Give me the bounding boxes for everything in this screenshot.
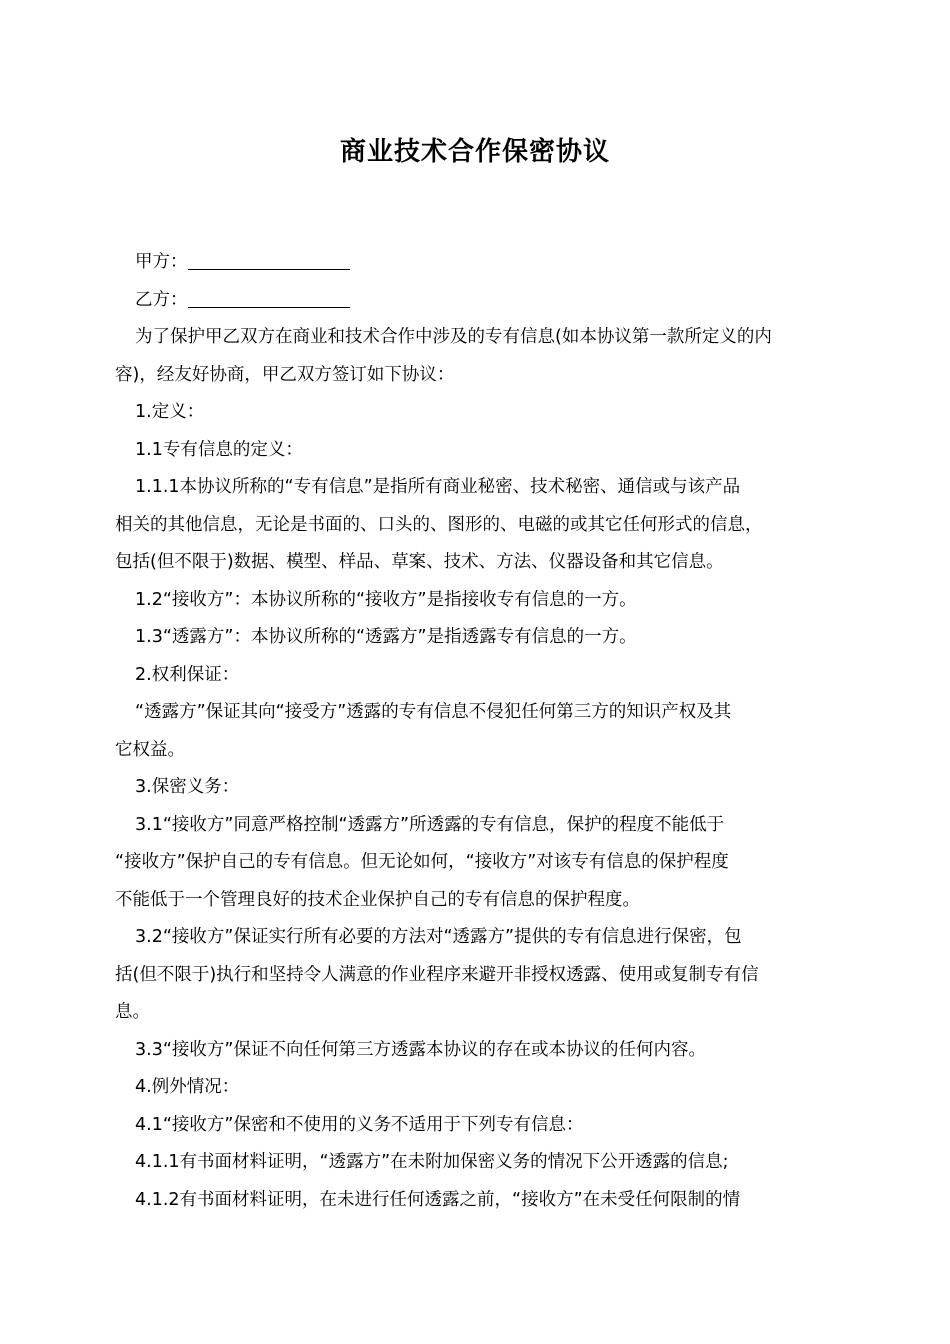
body-line: 1.1.1本协议所称的“专有信息”是指所有商业秘密、技术秘密、通信或与该产品 <box>135 477 741 497</box>
page-title: 商业技术合作保密协议 <box>339 137 610 167</box>
body-line: 4.1.1有书面材料证明，“透露方”在未附加保密义务的情况下公开透露的信息; <box>135 1152 729 1172</box>
body-line: 息。 <box>115 1002 150 1022</box>
body-line: 包括(但不限于)数据、模型、样品、草案、技术、方法、仪器设备和其它信息。 <box>115 552 724 572</box>
body-line: 它权益。 <box>115 739 185 760</box>
body-line: 4.1.2有书面材料证明，在未进行任何透露之前，“接收方”在未受任何限制的情 <box>135 1189 741 1210</box>
party-a-blank[interactable] <box>188 252 350 271</box>
body-line: 3.3“接收方”保证不向任何第三方透露本协议的存在或本协议的任何内容。 <box>135 1039 706 1060</box>
body-line: 括(但不限于)执行和坚持令人满意的作业程序来避开非授权透露、使用或复制专有信 <box>115 964 759 985</box>
subsection-heading: 1.1专有信息的定义： <box>135 439 303 460</box>
body-line: 3.2“接收方”保证实行所有必要的方法对“透露方”提供的专有信息进行保密，包 <box>135 927 742 947</box>
section-heading: 2.权利保证： <box>135 664 240 685</box>
body-line: “接收方”保护自己的专有信息。但无论如何，“接收方”对该专有信息的保护程度 <box>115 852 729 872</box>
section-heading: 3.保密义务： <box>135 777 240 797</box>
party-a-line <box>135 244 840 282</box>
section-heading: 1.定义： <box>135 402 205 422</box>
party-b-blank[interactable] <box>188 289 350 308</box>
body-line: 3.1“接收方”同意严格控制“透露方”所透露的专有信息，保护的程度不能低于 <box>135 814 725 835</box>
party-b-line <box>135 282 840 320</box>
party-a-label: 甲方： <box>135 252 188 272</box>
body-line: 容)，经友好协商，甲乙双方签订如下协议： <box>115 364 455 385</box>
body-line: “透露方”保证其向“接受方”透露的专有信息不侵犯任何第三方的知识产权及其 <box>135 702 732 722</box>
party-b-label: 乙方： <box>135 289 188 310</box>
body-line: 1.3“透露方”：本协议所称的“透露方”是指透露专有信息的一方。 <box>135 627 637 647</box>
body-line: 4.1“接收方”保密和不使用的义务不适用于下列专有信息： <box>135 1114 584 1135</box>
body-line: 1.2“接收方”：本协议所称的“接收方”是指接收专有信息的一方。 <box>135 589 637 610</box>
section-heading: 4.例外情况： <box>135 1077 240 1097</box>
body-line: 为了保护甲乙双方在商业和技术合作中涉及的专有信息(如本协议第一款所定义的内 <box>135 327 772 347</box>
body-line: 不能低于一个管理良好的技术企业保护自己的专有信息的保护程度。 <box>115 889 640 910</box>
body-line: 相关的其他信息，无论是书面的、口头的、图形的、电磁的或其它任何形式的信息， <box>115 514 763 535</box>
